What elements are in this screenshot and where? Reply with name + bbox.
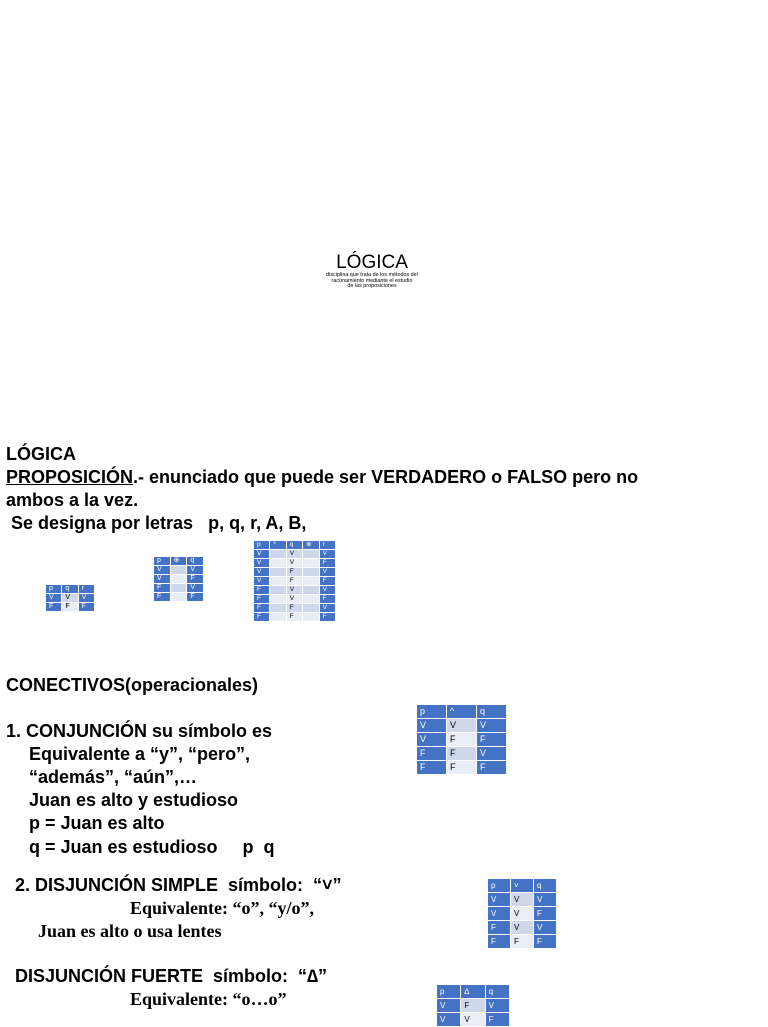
section-heading: LÓGICA <box>6 444 76 464</box>
truth-table-cell: V <box>154 575 171 584</box>
disjunction-equivalent: Equivalente: “o”, “y/o”, <box>130 898 315 918</box>
truth-table-cell: F <box>154 584 171 593</box>
truth-table-row <box>417 761 507 775</box>
truth-table-cell <box>303 559 319 568</box>
truth-table-cell: F <box>534 907 557 921</box>
proposition-definition <box>6 466 638 489</box>
conjunction-truth-table <box>416 704 507 775</box>
truth-table-header-row <box>488 879 557 893</box>
truth-table-cell <box>170 575 187 584</box>
truth-table-row <box>154 575 204 584</box>
truth-table-cell: F <box>417 761 447 775</box>
truth-table-header-cell: p <box>154 557 171 566</box>
truth-table-cell <box>270 550 286 559</box>
truth-table-xor <box>153 556 204 602</box>
proposition-definition-cont: ambos a la vez. <box>6 490 139 510</box>
connectives-heading: CONECTIVOS(operacionales) <box>6 675 259 695</box>
truth-table-cell: F <box>534 935 557 949</box>
cover-title: LÓGICA <box>336 252 408 273</box>
truth-table-row <box>417 733 507 747</box>
truth-table-cell <box>303 586 319 595</box>
truth-table-cell: V <box>417 719 447 733</box>
truth-table-cell: V <box>286 550 302 559</box>
truth-table-cell: V <box>254 559 270 568</box>
truth-table-row <box>154 566 204 575</box>
truth-table-row <box>437 999 510 1013</box>
truth-table-cell: F <box>477 733 507 747</box>
truth-table-cell: V <box>254 550 270 559</box>
truth-table-cell: F <box>46 603 62 612</box>
truth-table-cell: V <box>286 559 302 568</box>
conjunction-example: Juan es alto y estudioso <box>29 790 239 810</box>
truth-table-cell: V <box>488 893 511 907</box>
truth-table-row <box>46 603 95 612</box>
truth-table-row <box>417 747 507 761</box>
disjunction-example: Juan es alto o usa lentes <box>38 921 222 941</box>
truth-table-cell <box>303 550 319 559</box>
proposition-definition-text: .- enunciado que puede ser VERDADERO o FALSO pero no <box>133 467 639 487</box>
strong-disjunction-truth-table <box>436 984 510 1027</box>
truth-table-cell: F <box>254 586 270 595</box>
truth-table-row <box>254 613 336 622</box>
cover-subtitle <box>0 273 744 290</box>
truth-table-row <box>488 893 557 907</box>
truth-table-cell <box>170 593 187 602</box>
truth-table-header-cell: r <box>319 541 335 550</box>
truth-table-cell: V <box>319 550 335 559</box>
truth-table-row <box>154 584 204 593</box>
truth-table-cell: V <box>254 568 270 577</box>
truth-table-header-cell: r <box>78 585 94 594</box>
truth-table-cell: V <box>319 586 335 595</box>
truth-table-cell <box>270 559 286 568</box>
truth-table-row <box>254 568 336 577</box>
truth-table-cell: F <box>485 1013 509 1027</box>
truth-table-pqr <box>45 584 95 612</box>
truth-table-row <box>254 595 336 604</box>
truth-table-cell: F <box>477 761 507 775</box>
cover-subtitle-line-2: raconamiento mediante el estudio <box>331 277 413 284</box>
truth-table-cell: F <box>187 593 204 602</box>
truth-table-header-cell: q <box>477 705 507 719</box>
truth-table-cell <box>270 577 286 586</box>
truth-table-cell: F <box>319 559 335 568</box>
proposition-term: PROPOSICIÓN <box>6 467 134 487</box>
truth-table-header-row <box>46 585 95 594</box>
truth-table-header-cell: ^ <box>447 705 477 719</box>
truth-table-cell <box>170 584 187 593</box>
truth-table-header-cell: p <box>417 705 447 719</box>
truth-table-cell <box>270 568 286 577</box>
truth-table-cell: F <box>447 761 477 775</box>
truth-table-cell <box>303 577 319 586</box>
truth-table-cell: V <box>511 893 534 907</box>
truth-table-cell: F <box>286 577 302 586</box>
truth-table-cell <box>270 613 286 622</box>
truth-table-cell: V <box>511 907 534 921</box>
truth-table-three-var <box>253 540 336 622</box>
truth-table-cell: V <box>254 577 270 586</box>
truth-table-row <box>254 550 336 559</box>
truth-table-header-cell: q <box>485 985 509 999</box>
truth-table-header-cell: ⊕ <box>170 557 187 566</box>
truth-table-cell: F <box>488 935 511 949</box>
truth-table-header-row <box>437 985 510 999</box>
truth-table-cell: F <box>511 935 534 949</box>
truth-table-header-cell: ˅ <box>511 879 534 893</box>
cover-subtitle-line-1: disciplina que trata de los métodos del <box>326 272 418 278</box>
truth-table-cell: F <box>319 595 335 604</box>
truth-table-header-cell: ∆ <box>461 985 485 999</box>
truth-table-cell: V <box>485 999 509 1013</box>
truth-table-cell: V <box>46 594 62 603</box>
conjunction-equivalent-2: “además”, “aún”,… <box>29 767 198 787</box>
truth-table-row <box>488 921 557 935</box>
cover-subtitle-line-3: de las proposiciones <box>347 283 397 290</box>
truth-table-cell: V <box>461 1013 485 1027</box>
truth-table-cell: F <box>286 568 302 577</box>
disjunction-truth-table <box>487 878 557 949</box>
truth-table-cell: F <box>78 603 94 612</box>
truth-table-cell: V <box>187 566 204 575</box>
truth-table-cell: F <box>254 604 270 613</box>
truth-table-cell: V <box>437 999 461 1013</box>
truth-table-cell: V <box>447 719 477 733</box>
truth-table-header-cell: q <box>187 557 204 566</box>
truth-table-cell: F <box>319 577 335 586</box>
truth-table-cell <box>303 613 319 622</box>
truth-table-header-cell: p <box>254 541 270 550</box>
truth-table-header-row <box>417 705 507 719</box>
truth-table-cell: F <box>286 604 302 613</box>
truth-table-cell <box>270 595 286 604</box>
truth-table-header-cell: q <box>286 541 302 550</box>
truth-table-header-cell: q <box>534 879 557 893</box>
truth-table-cell <box>303 568 319 577</box>
truth-table-cell: V <box>534 893 557 907</box>
truth-table-cell: V <box>187 584 204 593</box>
truth-table-cell: V <box>534 921 557 935</box>
truth-table-cell <box>170 566 187 575</box>
truth-table-header-cell: p <box>488 879 511 893</box>
truth-table-cell: F <box>154 593 171 602</box>
truth-table-cell: V <box>319 568 335 577</box>
truth-table-row <box>488 935 557 949</box>
letters-line: Se designa por letras p, q, r, A, B, <box>6 513 307 533</box>
truth-table-row <box>437 1013 510 1027</box>
truth-table-row <box>254 559 336 568</box>
truth-table-cell: V <box>477 719 507 733</box>
strong-disjunction-title: DISJUNCIÓN FUERTE símbolo: “∆” <box>15 966 328 986</box>
truth-table-cell: F <box>488 921 511 935</box>
truth-table-header-cell: p <box>437 985 461 999</box>
truth-table-cell: V <box>286 586 302 595</box>
truth-table-cell <box>303 595 319 604</box>
truth-table-cell: F <box>254 595 270 604</box>
truth-table-row <box>254 586 336 595</box>
truth-table-row <box>254 604 336 613</box>
truth-table-cell: V <box>286 595 302 604</box>
truth-table-row <box>488 907 557 921</box>
conjunction-q: q = Juan es estudioso p q <box>29 837 275 857</box>
truth-table-cell: F <box>187 575 204 584</box>
conjunction-p: p = Juan es alto <box>29 813 165 833</box>
truth-table-cell: V <box>477 747 507 761</box>
truth-table-cell: F <box>447 747 477 761</box>
truth-table-header-row <box>154 557 204 566</box>
truth-table-cell: F <box>461 999 485 1013</box>
strong-disjunction-equivalent: Equivalente: “o…o” <box>130 989 287 1009</box>
truth-table-cell: V <box>417 733 447 747</box>
disjunction-title: 2. DISJUNCIÓN SIMPLE símbolo: “˅” <box>15 875 342 895</box>
truth-table-cell <box>270 604 286 613</box>
truth-table-header-cell: ⊕ <box>303 541 319 550</box>
truth-table-cell <box>270 586 286 595</box>
truth-table-cell: F <box>254 613 270 622</box>
truth-table-header-cell: q <box>62 585 78 594</box>
truth-table-row <box>154 593 204 602</box>
truth-table-cell: V <box>154 566 171 575</box>
truth-table-cell: F <box>286 613 302 622</box>
truth-table-cell: V <box>78 594 94 603</box>
truth-table-header-cell: p <box>46 585 62 594</box>
truth-table-cell: V <box>319 604 335 613</box>
truth-table-header-row <box>254 541 336 550</box>
truth-table-cell: V <box>437 1013 461 1027</box>
truth-table-row <box>46 594 95 603</box>
conjunction-title: 1. CONJUNCIÓN su símbolo es <box>6 721 273 741</box>
conjunction-equivalent-1: Equivalente a “y”, “pero”, <box>29 744 251 764</box>
truth-table-cell: F <box>62 603 78 612</box>
truth-table-row <box>254 577 336 586</box>
truth-table-row <box>417 719 507 733</box>
truth-table-cell: V <box>62 594 78 603</box>
truth-table-cell: V <box>488 907 511 921</box>
truth-table-header-cell: * <box>270 541 286 550</box>
truth-table-cell <box>303 604 319 613</box>
truth-table-cell: F <box>447 733 477 747</box>
truth-table-cell: F <box>417 747 447 761</box>
truth-table-cell: F <box>319 613 335 622</box>
truth-table-cell: V <box>511 921 534 935</box>
